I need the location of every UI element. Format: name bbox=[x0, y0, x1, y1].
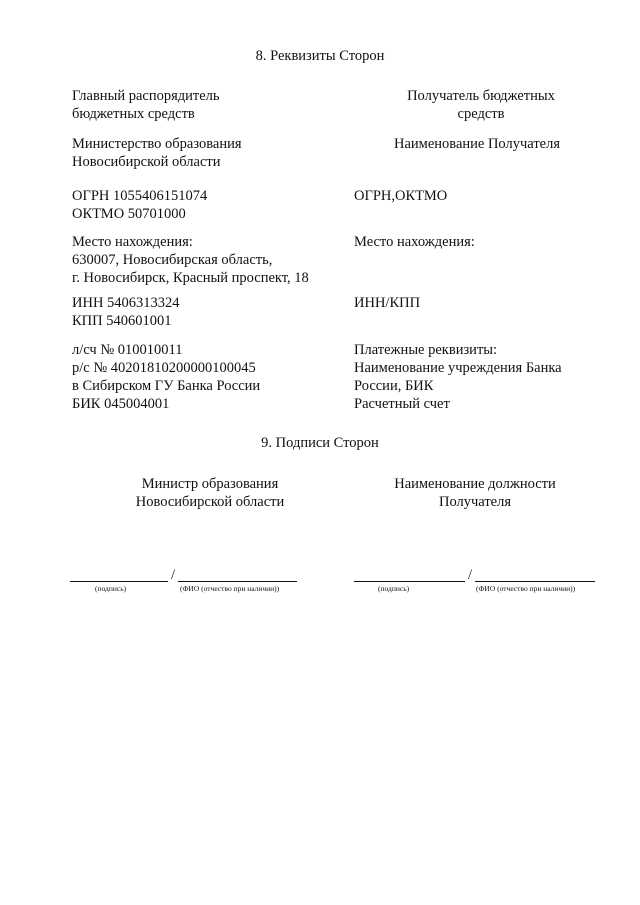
left-address-label: Место нахождения: bbox=[72, 234, 193, 250]
right-signature-field[interactable] bbox=[354, 581, 465, 582]
section-8-title: 8. Реквизиты Сторон bbox=[255, 48, 385, 64]
left-name-field[interactable] bbox=[178, 581, 297, 582]
right-name-caption: (ФИО (отчество при наличии)) bbox=[476, 584, 576, 593]
right-address bbox=[354, 233, 475, 251]
left-position-line-1: Министр образования bbox=[141, 476, 279, 492]
right-role-line-2: средств bbox=[457, 106, 505, 122]
left-party-name bbox=[72, 135, 242, 171]
left-oktmo: ОКТМО 50701000 bbox=[72, 206, 186, 222]
left-name-caption: (ФИО (отчество при наличии)) bbox=[180, 584, 280, 593]
left-inn-kpp bbox=[72, 294, 180, 330]
right-payment-line-3: России, БИК bbox=[354, 378, 434, 394]
right-name-field[interactable] bbox=[475, 581, 595, 582]
left-bank-line-4: БИК 045004001 bbox=[72, 396, 170, 412]
left-kpp: КПП 540601001 bbox=[72, 313, 172, 329]
left-name-line-1: Министерство образования bbox=[72, 136, 242, 152]
left-ogrn: ОГРН 1055406151074 bbox=[72, 188, 208, 204]
right-position-line-1: Наименование должности bbox=[394, 476, 556, 492]
right-address-label: Место нахождения: bbox=[354, 234, 475, 250]
right-party-role bbox=[381, 87, 581, 123]
left-signature-field[interactable] bbox=[70, 581, 168, 582]
right-payment-line-4: Расчетный счет bbox=[354, 396, 450, 412]
left-address-line-2: г. Новосибирск, Красный проспект, 18 bbox=[72, 270, 309, 286]
left-inn: ИНН 5406313324 bbox=[72, 295, 180, 311]
right-party-name bbox=[394, 135, 560, 153]
left-bank-line-1: л/сч № 010010011 bbox=[72, 342, 183, 358]
left-address-line-1: 630007, Новосибирская область, bbox=[72, 252, 273, 268]
right-signatory-position bbox=[365, 475, 585, 511]
right-position-line-2: Получателя bbox=[438, 494, 512, 510]
right-payment-line-2: Наименование учреждения Банка bbox=[354, 360, 562, 376]
right-payment-details bbox=[354, 341, 562, 413]
left-bank-line-2: р/с № 40201810200000100045 bbox=[72, 360, 256, 376]
right-inn-kpp-line: ИНН/КПП bbox=[354, 295, 421, 311]
section-9-title: 9. Подписи Сторон bbox=[261, 435, 379, 451]
left-name-line-2: Новосибирской области bbox=[72, 154, 221, 170]
left-role-line-2: бюджетных средств bbox=[72, 106, 195, 122]
left-signature-caption: (подпись) bbox=[95, 584, 127, 593]
left-bank-line-3: в Сибирском ГУ Банка России bbox=[72, 378, 261, 394]
left-signature-slash: / bbox=[171, 567, 176, 583]
left-role-line-1: Главный распорядитель bbox=[72, 88, 220, 104]
right-signature-caption: (подпись) bbox=[378, 584, 410, 593]
right-role-line-1: Получатель бюджетных bbox=[407, 88, 555, 104]
left-address bbox=[72, 233, 309, 287]
right-payment-line-1: Платежные реквизиты: bbox=[354, 342, 498, 358]
right-ogrn-oktmo-line: ОГРН,ОКТМО bbox=[354, 188, 448, 204]
left-signatory-position bbox=[100, 475, 320, 511]
left-party-role bbox=[72, 87, 220, 123]
right-name-line: Наименование Получателя bbox=[394, 136, 561, 152]
right-inn-kpp bbox=[354, 294, 420, 312]
left-bank-details bbox=[72, 341, 260, 413]
left-ogrn-oktmo bbox=[72, 187, 207, 223]
right-signature-slash: / bbox=[468, 567, 473, 583]
right-ogrn-oktmo bbox=[354, 187, 447, 205]
left-position-line-2: Новосибирской области bbox=[135, 494, 285, 510]
